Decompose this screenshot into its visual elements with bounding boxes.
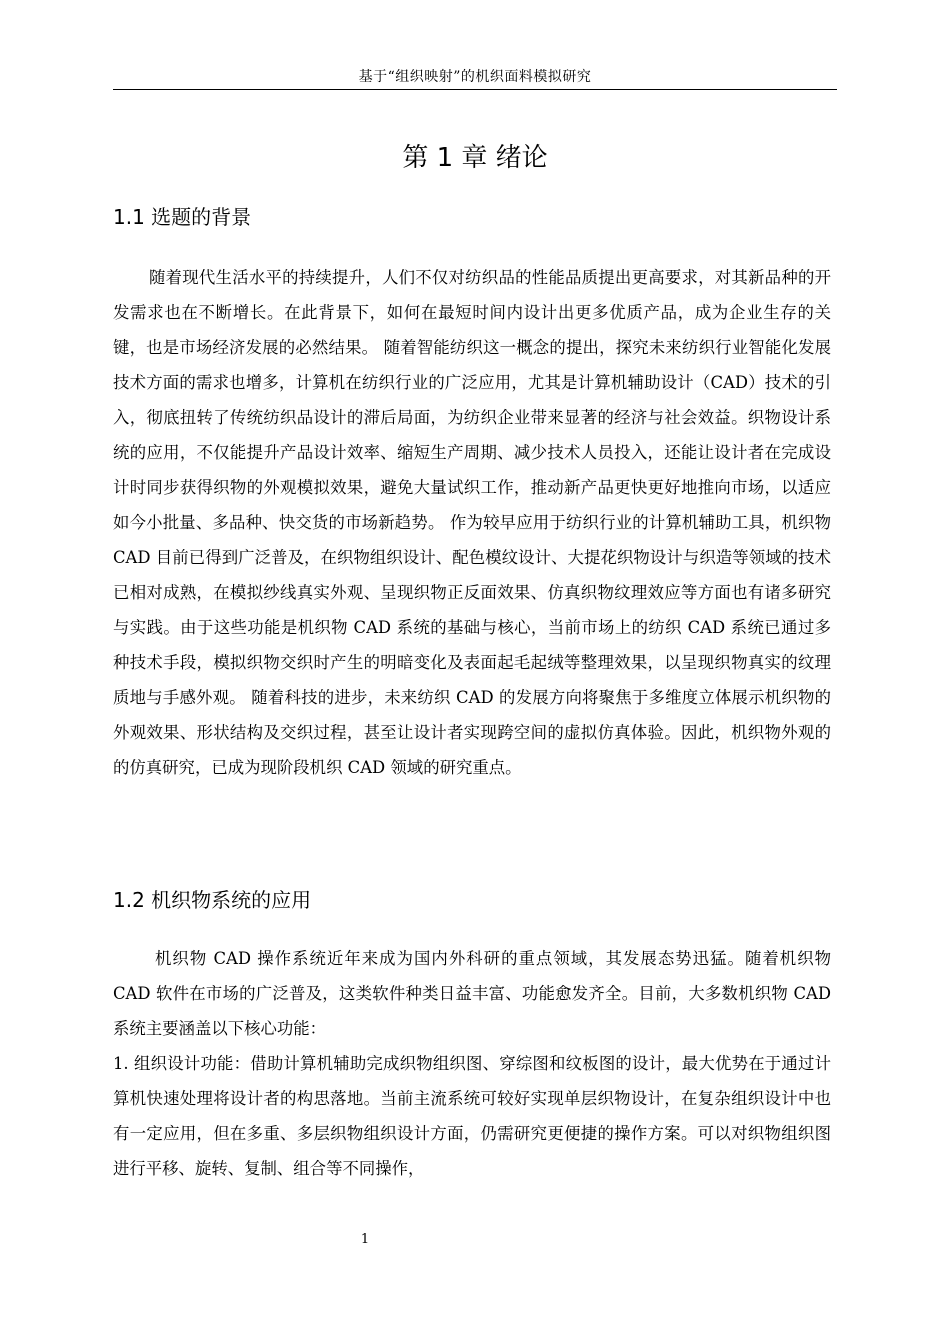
page-number: 1	[360, 1232, 370, 1247]
running-header: 基于“组织映射”的机织面料模拟研究	[358, 69, 592, 85]
paragraph-background: 随着现代生活水平的持续提升，人们不仅对纺织品的性能品质提出更高要求，对其新品种的开发需求也在不断增长。在此背景下，如何在最短时间内设计出更多优质产品，成为企业生存的关键，也是市场经济发展的必然结果。 随着智能纺织这一概念的提出，探究未来纺织行业智能化发展技术方面的需求也增多，计算机在纺织行业的广泛应用，尤其是计算机辅助设计（CAD）技术的引入，彻底扭转了传统纺织品设计的滞后局面，为纺织企业带来显著的经济与社会效益。织物设计系统的应用，不仅能提升产品设计效率、缩短生产周期、减少技术人员投入，还能让设计者在完成设计时同步获得织物的外观模拟效果，避免大量试织工作，推动新产品更快更好地推向市场，以适应如今小批量、多品种、快交货的市场新趋势。 作为较早应用于纺织行业的计算机辅助工具，机织物 CAD 目前已得到广泛普及，在织物组织设计、配色模纹设计、大提花织物设计与织造等领域的技术已相对成熟，在模拟纱线真实外观、呈现织物正反面效果、仿真织物纹理效应等方面也有诸多研究与实践。由于这些功能是机织物 CAD 系统的基础与核心，当前市场上的纺织 CAD 系统已通过多种技术手段，模拟织物交织时产生的明暗变化及表面起毛起绒等整理效果，以呈现织物真实的纹理质地与手感外观。 随着科技的进步，未来纺织 CAD 的发展方向将聚焦于多维度立体展示机织物的外观效果、形状结构及交织过程，甚至让设计者实现跨空间的虚拟仿真体验。因此，机织物外观的的仿真研究，已成为现阶段机织 CAD 领域的研究重点。	[113, 268, 831, 777]
section-heading-background: 1.1 选题的背景	[113, 205, 252, 229]
header-rule	[113, 89, 837, 90]
section-heading-applications: 1.2 机织物系统的应用	[113, 888, 312, 912]
list-item-weave-design: 1. 组织设计功能：借助计算机辅助完成织物组织图、穿综图和纹板图的设计，最大优势在于通过计算机快速处理将设计者的构思落地。当前主流系统可较好实现单层织物设计，在复杂组织设计中也有一定应用，但在多重、多层织物组织设计方面，仍需研究更便捷的操作方案。可以对织物组织图进行平移、旋转、复制、组合等不同操作，	[113, 1054, 831, 1178]
paragraph-applications-intro: 机织物 CAD 操作系统近年来成为国内外科研的重点领域，其发展态势迅猛。随着机织物 CAD 软件在市场的广泛普及，这类软件种类日益丰富、功能愈发齐全。目前，大多数机织物 CAD 系统主要涵盖以下核心功能：	[113, 949, 831, 1038]
chapter-title: 第 1 章 绪论	[402, 143, 548, 173]
